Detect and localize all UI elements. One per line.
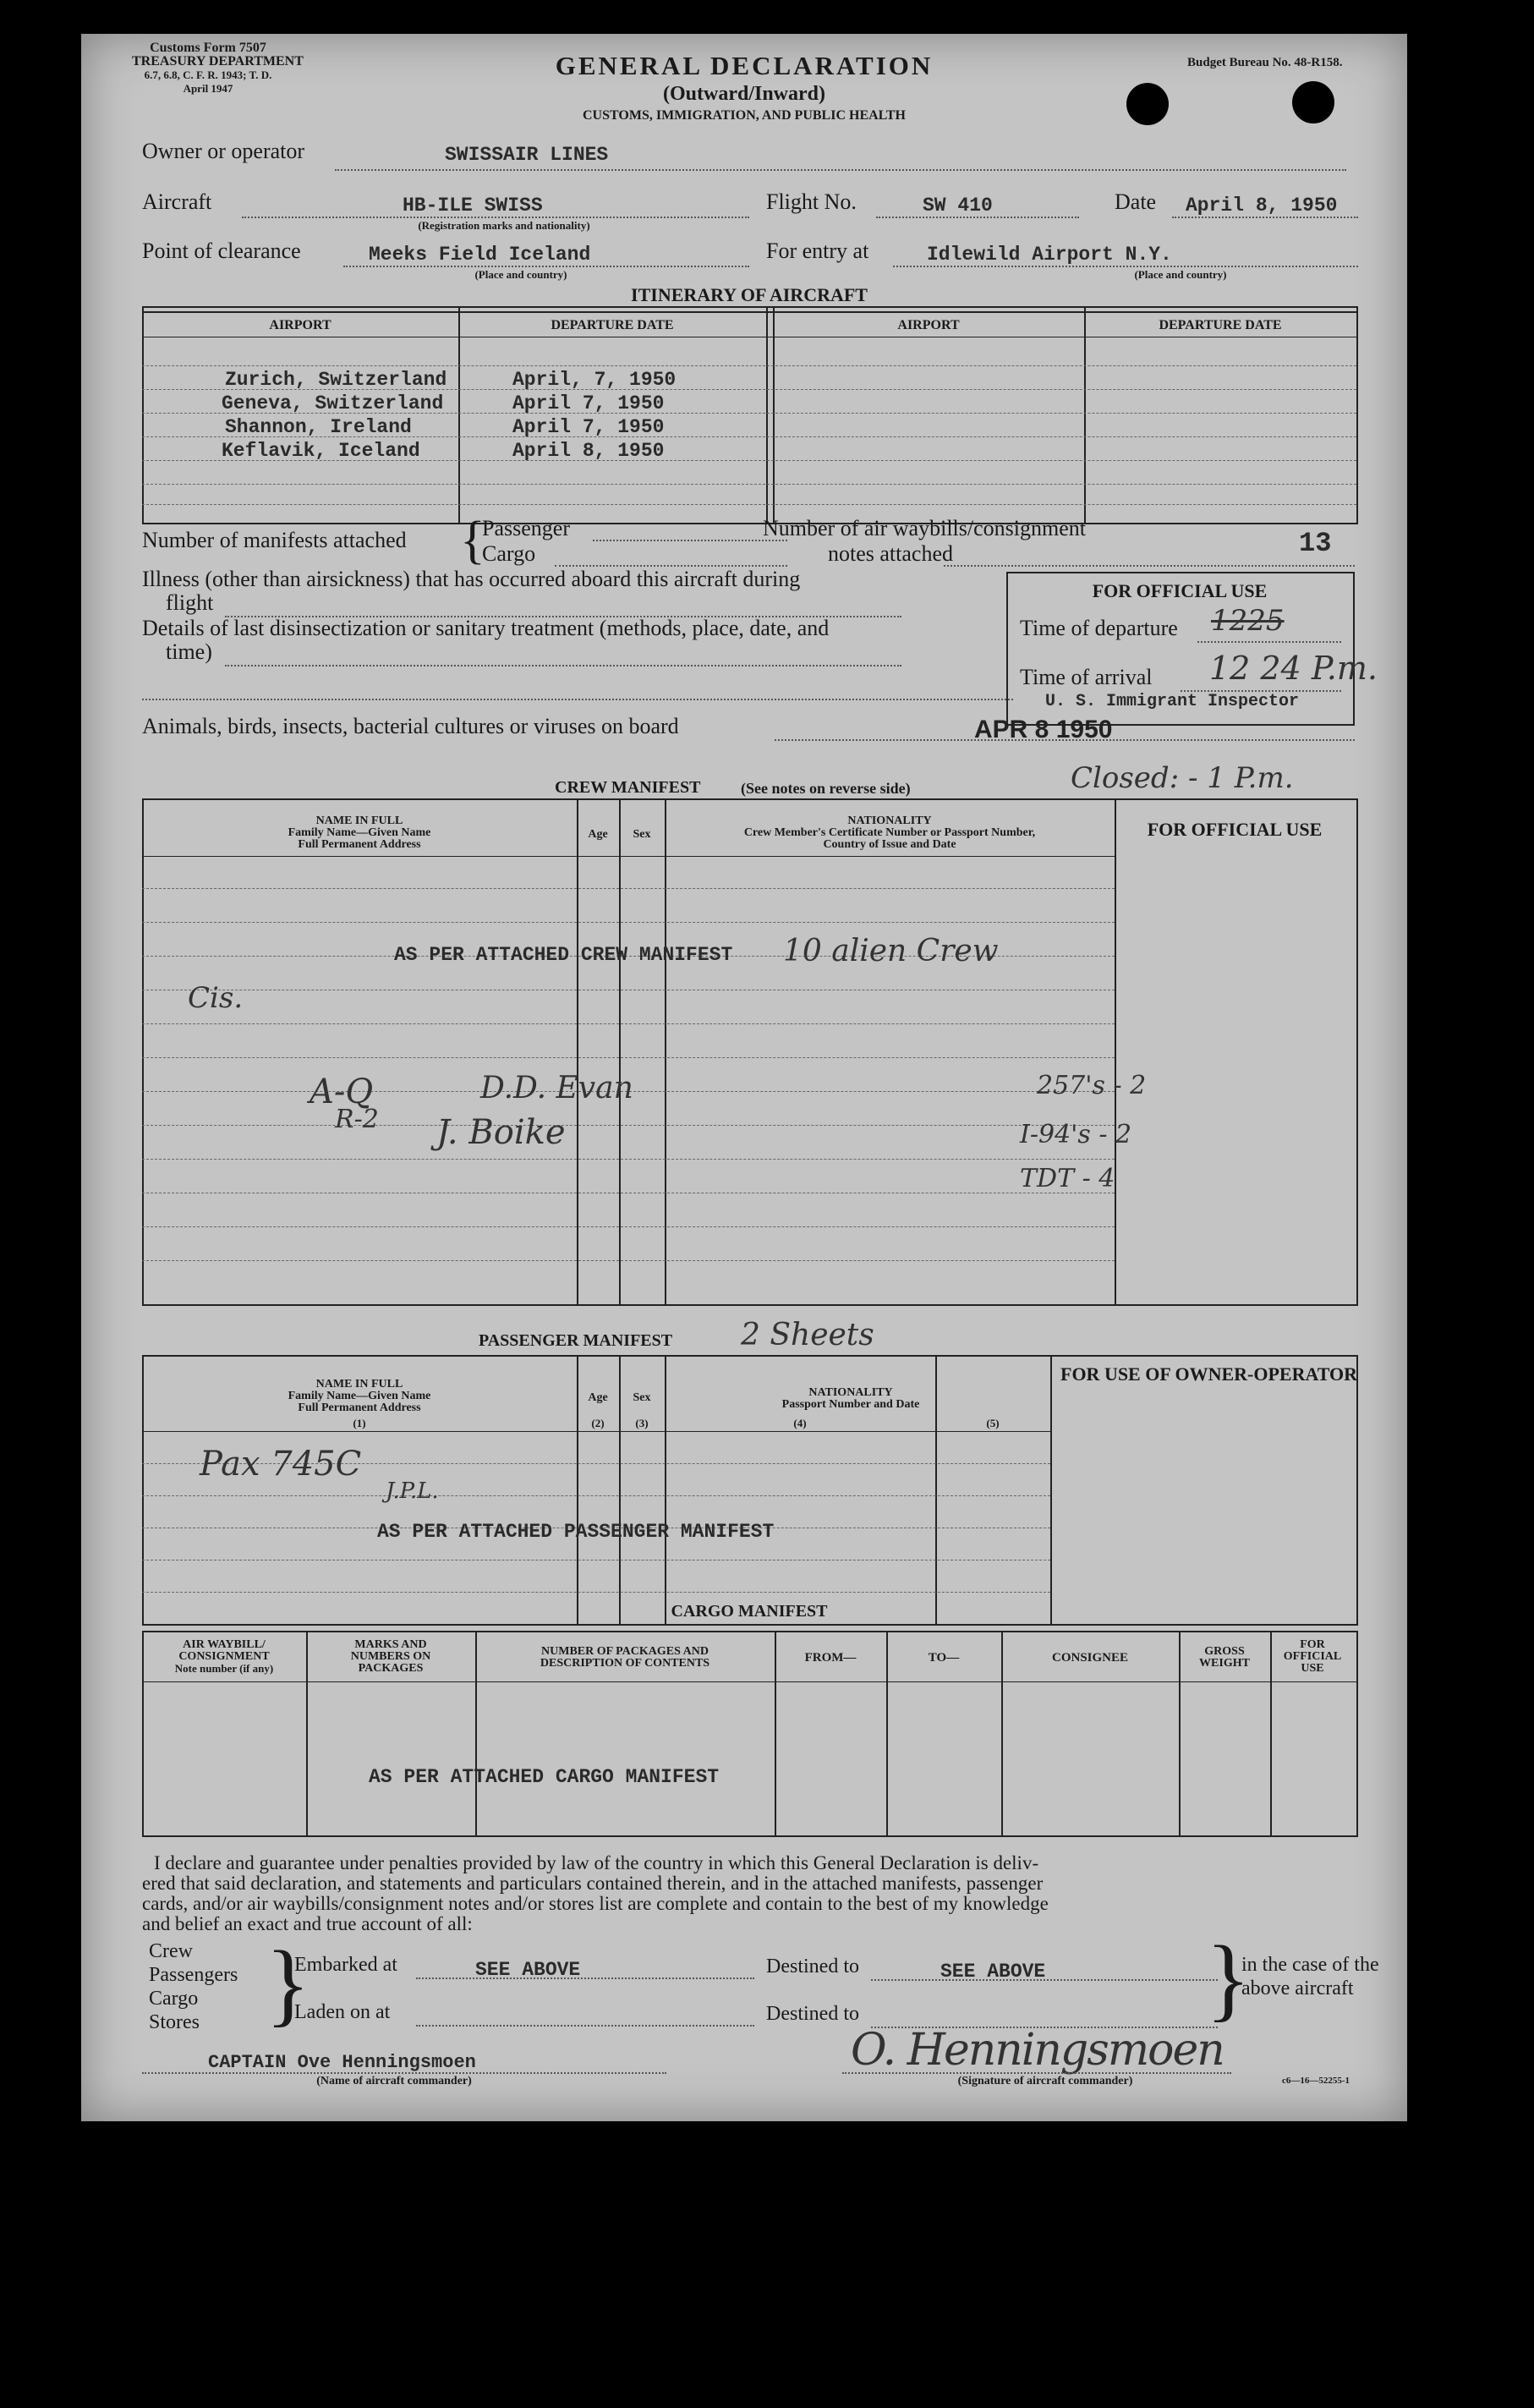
crew-manifest-table — [142, 798, 1358, 1306]
entry-value: Idlewild Airport N.Y. — [927, 244, 1172, 266]
departure-line — [1197, 641, 1341, 643]
passenger-header-col5: (5) — [986, 1417, 1000, 1429]
commander-line — [142, 2072, 666, 2074]
crew-aq-note: A-Q — [310, 1072, 374, 1111]
cargo-header-official-3: USE — [1301, 1662, 1324, 1675]
cargo-header-official: FOR — [1300, 1638, 1325, 1651]
itinerary-row-line — [142, 504, 1356, 505]
official-use-title: FOR OFFICIAL USE — [1092, 580, 1268, 601]
crew-manifest-note: (See notes on reverse side) — [741, 780, 911, 797]
date-value: April 8, 1950 — [1186, 195, 1338, 217]
crew-header-nationality: NATIONALITY — [847, 815, 932, 827]
crew-form-count: TDT - 4 — [1020, 1164, 1115, 1193]
crew-row-line — [142, 1159, 1115, 1160]
arrival-value: 12 24 P.m. — [1209, 650, 1378, 687]
crew-rule — [142, 856, 1115, 857]
itinerary-divider — [458, 308, 460, 523]
cargo-manifest-title: CARGO MANIFEST — [671, 1602, 828, 1621]
cargo-header-marks-2: NUMBERS ON — [350, 1650, 431, 1663]
waybills-value: 13 — [1299, 528, 1332, 559]
entry-note: (Place and country) — [1134, 268, 1227, 281]
itinerary-header-date: DEPARTURE DATE — [551, 318, 674, 332]
itinerary-divider — [773, 308, 775, 523]
destined-label-2: Destined to — [766, 2003, 859, 2025]
crew-row-line — [142, 1260, 1115, 1261]
declaration-brace: } — [266, 1932, 310, 2035]
cfr-date: April 1947 — [183, 82, 233, 95]
passenger-header-nat-num: (4) — [793, 1417, 807, 1429]
embarked-label: Embarked at — [294, 1954, 397, 1976]
itinerary-header-airport: AIRPORT — [897, 318, 960, 332]
declaration-item: Passengers — [149, 1964, 238, 1986]
entry-line — [893, 266, 1358, 267]
itinerary-date: April, 7, 1950 — [512, 369, 677, 391]
crew-row-line — [142, 1125, 1115, 1126]
itinerary-date: April 7, 1950 — [512, 416, 665, 438]
cargo-header-waybill-3: Note number (if any) — [174, 1662, 274, 1675]
form-number: Customs Form 7507 — [150, 41, 266, 55]
manifests-cargo-label: Cargo — [482, 541, 536, 566]
cargo-header-packages-2: DESCRIPTION OF CONTENTS — [540, 1657, 710, 1670]
form-agencies: CUSTOMS, IMMIGRATION, AND PUBLIC HEALTH — [583, 108, 906, 123]
cargo-header-marks-3: PACKAGES — [358, 1662, 424, 1675]
crew-row-line — [142, 922, 1115, 923]
cargo-header-to: TO— — [928, 1651, 960, 1665]
waybills-label-2: notes attached — [828, 541, 953, 566]
itinerary-table — [142, 306, 1358, 524]
crew-row-line — [142, 1023, 1115, 1024]
form-subtitle: (Outward/Inward) — [662, 83, 825, 105]
passenger-manifest-title: PASSENGER MANIFEST — [479, 1331, 673, 1350]
clearance-value: Meeks Field Iceland — [369, 244, 591, 266]
itinerary-divider — [1084, 308, 1086, 523]
date-stamp: APR 8 1950 — [974, 716, 1113, 743]
itinerary-title: ITINERARY OF AIRCRAFT — [631, 284, 868, 305]
crew-header-name: NAME IN FULL — [315, 815, 403, 827]
passenger-count-line — [593, 540, 787, 541]
declaration-form — [81, 34, 1407, 2121]
crew-count-note: 10 alien Crew — [783, 934, 999, 968]
cargo-header-marks: MARKS AND — [354, 1638, 427, 1651]
waybills-line — [944, 565, 1355, 567]
commander-name: CAPTAIN Ove Henningsmoen — [208, 2052, 476, 2073]
owner-value: SWISSAIR LINES — [445, 144, 609, 166]
disinsect-label: Details of last disinsectization or sanitary treatment (methods, place, date, and — [142, 616, 830, 640]
disinsect-label-2: time) — [166, 639, 212, 664]
date-line — [1172, 217, 1358, 218]
crew-officer-signature: J. Boike — [436, 1113, 566, 1152]
itinerary-rule — [142, 311, 1356, 313]
cargo-header-waybill-2: CONSIGNMENT — [178, 1650, 270, 1663]
laden-line — [416, 2025, 754, 2027]
itinerary-header-date: DEPARTURE DATE — [1159, 318, 1282, 332]
destined-value: SEE ABOVE — [940, 1961, 1046, 1983]
case-note: in the case of the — [1241, 1954, 1379, 1976]
flight-line — [876, 217, 1079, 218]
passenger-sheets-note: 2 Sheets — [741, 1318, 874, 1352]
disinsect-line-2 — [142, 699, 1013, 700]
aircraft-note: (Registration marks and nationality) — [418, 219, 590, 232]
immigrant-inspector-stamp: U. S. Immigrant Inspector — [1045, 692, 1300, 711]
crew-header-address: Full Permanent Address — [298, 838, 421, 851]
declaration-text: cards, and/or air waybills/consignment notes and/or stores list are complete and contain to the best of my knowledge — [142, 1893, 1049, 1914]
crew-row-line — [142, 1057, 1115, 1058]
date-label: Date — [1115, 189, 1157, 214]
cargo-rule — [142, 1681, 1356, 1682]
crew-r2-note: R-2 — [335, 1105, 379, 1134]
passenger-header-sex-num: (3) — [635, 1417, 649, 1429]
arrival-label: Time of arrival — [1020, 665, 1153, 689]
itinerary-row-line — [142, 484, 1356, 485]
declaration-item: Cargo — [149, 1988, 199, 2010]
crew-typed-entry: AS PER ATTACHED CREW MANIFEST — [394, 944, 733, 966]
cargo-header-from: FROM— — [804, 1651, 857, 1665]
itinerary-date: April 8, 1950 — [512, 440, 665, 462]
itinerary-date: April 7, 1950 — [512, 392, 665, 414]
crew-header-name-sub: Family Name—Given Name — [288, 826, 431, 839]
passenger-header-num: (1) — [353, 1417, 366, 1429]
illness-label: Illness (other than airsickness) that has occurred aboard this aircraft during — [142, 567, 801, 591]
department: TREASURY DEPARTMENT — [132, 54, 304, 69]
departure-label: Time of departure — [1020, 616, 1178, 640]
manifests-label: Number of manifests attached — [142, 528, 407, 552]
signature-line — [842, 2072, 1231, 2074]
passenger-header-name: NAME IN FULL — [315, 1378, 403, 1390]
commander-signature: O. Henningsmoen — [851, 2025, 1224, 2076]
declaration-brace-right: } — [1206, 1927, 1251, 2030]
budget-bureau: Budget Bureau No. 48-R158. — [1187, 56, 1343, 69]
disinsect-line — [225, 665, 901, 666]
owner-line — [335, 169, 1346, 171]
animals-label: Animals, birds, insects, bacterial cultures or viruses on board — [142, 714, 679, 738]
cargo-header-waybill: AIR WAYBILL/ — [183, 1638, 266, 1651]
cargo-header-weight: GROSS — [1204, 1645, 1245, 1658]
crew-header-official: FOR OFFICIAL USE — [1147, 819, 1323, 840]
departure-value: 1225 — [1211, 604, 1285, 638]
waybills-label: Number of air waybills/consignment — [763, 516, 1086, 540]
itinerary-airport: Zurich, Switzerland — [225, 369, 447, 391]
declaration-item: Crew — [149, 1940, 193, 1962]
passenger-initials: J.P.L. — [386, 1478, 439, 1504]
illness-label-2: flight — [166, 590, 214, 615]
manifests-brace: { — [460, 512, 485, 569]
print-code: c6—16—52255-1 — [1281, 2076, 1350, 2086]
passenger-row-line — [142, 1495, 1050, 1496]
cargo-header-packages: NUMBER OF PACKAGES AND — [541, 1645, 709, 1658]
aircraft-label: Aircraft — [142, 189, 212, 214]
aircraft-value: HB-ILE SWISS — [403, 195, 543, 217]
passenger-divider — [1050, 1357, 1052, 1624]
embarked-value: SEE ABOVE — [475, 1959, 581, 1981]
commander-label: (Name of aircraft commander) — [316, 2075, 472, 2087]
crew-header-cert: Crew Member's Certificate Number or Passport Number, — [743, 826, 1036, 839]
passenger-header-passport: Passport Number and Date — [781, 1398, 920, 1411]
cfr-reference: 6.7, 6.8, C. F. R. 1943; T. D. — [144, 69, 272, 81]
passenger-header-nationality: NATIONALITY — [808, 1386, 893, 1399]
clearance-line — [343, 266, 749, 267]
declaration-text: ered that said declaration, and statements and particulars contained therein, and in the attached manifests, passenger — [142, 1873, 1044, 1894]
passenger-pax-note: Pax 745C — [200, 1445, 362, 1484]
form-title: GENERAL DECLARATION — [555, 51, 934, 80]
crew-form-count: 257's - 2 — [1037, 1071, 1147, 1100]
crew-divider — [619, 800, 621, 1304]
passenger-header-age-num: (2) — [591, 1417, 605, 1429]
laden-label: Laden on at — [294, 2001, 391, 2023]
embarked-line — [416, 1977, 754, 1979]
passenger-row-line — [142, 1592, 1050, 1593]
destined-label: Destined to — [766, 1955, 859, 1977]
crew-cis-note: Cis. — [188, 981, 244, 1015]
passenger-header-age: Age — [588, 1391, 608, 1404]
passenger-header-address: Full Permanent Address — [298, 1401, 421, 1414]
itinerary-row-line — [142, 365, 1356, 366]
crew-form-count: I-94's - 2 — [1020, 1120, 1132, 1149]
declaration-item: Stores — [149, 2011, 200, 2033]
crew-manifest-title: CREW MANIFEST — [555, 778, 701, 797]
manifests-passenger-label: Passenger — [482, 516, 570, 540]
itinerary-divider — [766, 308, 768, 523]
itinerary-airport: Shannon, Ireland — [225, 416, 412, 438]
crew-header-sex: Sex — [633, 828, 651, 841]
crew-header-country: Country of Issue and Date — [823, 838, 956, 851]
closed-note: Closed: - 1 P.m. — [1071, 761, 1294, 795]
crew-divider — [665, 800, 666, 1304]
crew-row-line — [142, 1226, 1115, 1227]
case-note-2: above aircraft — [1241, 1977, 1354, 1999]
passenger-header-owner: FOR USE OF OWNER-OPERATOR — [1060, 1363, 1358, 1385]
passenger-rule — [142, 1431, 1050, 1432]
crew-row-line — [142, 888, 1115, 889]
signature-label: (Signature of aircraft commander) — [957, 2075, 1133, 2087]
cargo-header-official-2: OFFICIAL — [1283, 1650, 1342, 1663]
cargo-header-consignee: CONSIGNEE — [1051, 1651, 1129, 1665]
itinerary-airport: Keflavik, Iceland — [222, 440, 420, 462]
aircraft-line — [242, 217, 749, 218]
clearance-label: Point of clearance — [142, 239, 301, 263]
passenger-typed-entry: AS PER ATTACHED PASSENGER MANIFEST — [377, 1521, 775, 1543]
owner-label: Owner or operator — [142, 139, 305, 163]
cargo-header-weight-2: WEIGHT — [1199, 1657, 1250, 1670]
itinerary-airport: Geneva, Switzerland — [222, 392, 444, 414]
passenger-header-name-sub: Family Name—Given Name — [288, 1390, 431, 1402]
flight-label: Flight No. — [766, 189, 857, 214]
crew-divider — [577, 800, 578, 1304]
passenger-header-sex: Sex — [633, 1391, 651, 1404]
flight-value: SW 410 — [923, 195, 993, 217]
cargo-typed-entry: AS PER ATTACHED CARGO MANIFEST — [369, 1766, 720, 1788]
crew-header-age: Age — [588, 828, 608, 841]
entry-label: For entry at — [766, 239, 869, 263]
crew-divider — [1115, 800, 1116, 1304]
clearance-note: (Place and country) — [474, 268, 567, 281]
itinerary-header-airport: AIRPORT — [269, 318, 331, 332]
declaration-text: I declare and guarantee under penalties provided by law of the country in which this General Declaration is deliv- — [154, 1852, 1039, 1873]
crew-inspector-signature: D.D. Evan — [480, 1071, 633, 1105]
declaration-text: and belief an exact and true account of all: — [142, 1913, 473, 1934]
passenger-row-line — [142, 1560, 1050, 1561]
